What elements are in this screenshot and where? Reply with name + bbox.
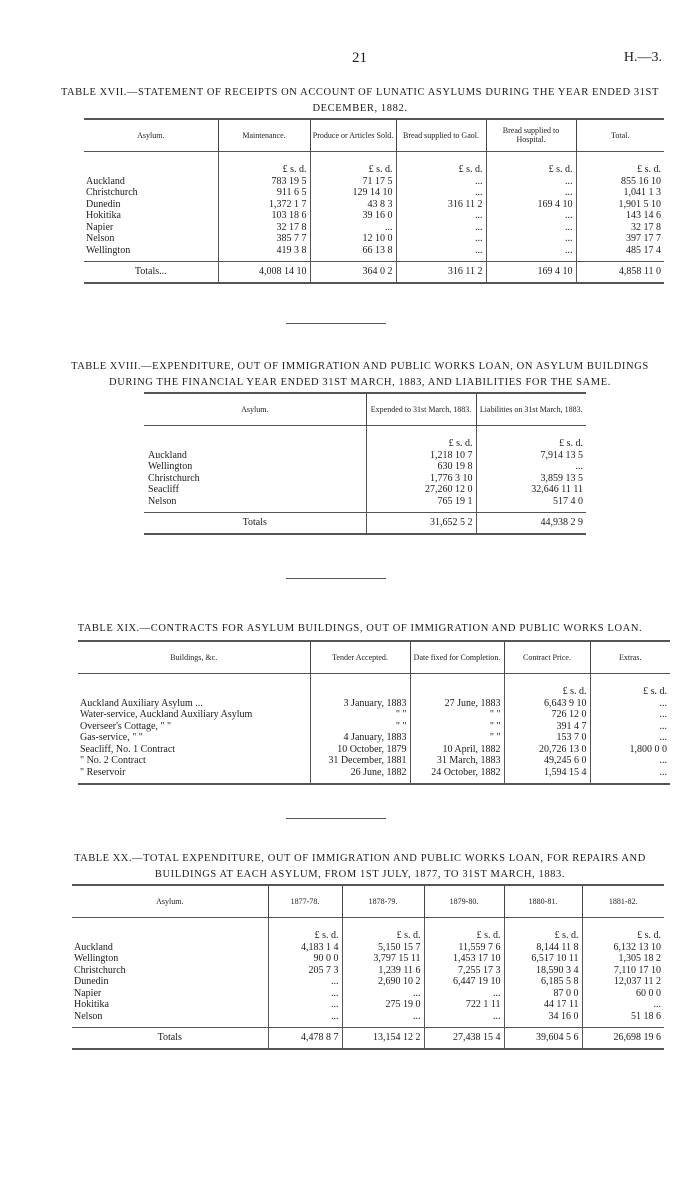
cell-value: " " [310,709,410,721]
totals-label: Totals [72,1028,268,1050]
row-label: Napier [74,987,102,999]
table-row [78,755,670,767]
cell-value: 24 October, 1882 [410,767,504,785]
cell-value: ... [486,222,576,234]
cell-value: 397 17 7 [576,233,664,245]
totals-value: 31,652 5 2 [366,513,476,535]
cell-value: 783 19 5 [218,176,310,188]
page-header [0,50,700,70]
section-divider [286,578,386,579]
column-header: Expended to 31st March, 1883. [366,393,476,425]
units-row [144,425,586,450]
cell-value: 6,643 9 10 [504,698,590,710]
cell-value: ... [396,176,486,188]
cell-value: 71 17 5 [310,176,396,188]
row-label: Nelson [74,1010,103,1022]
cell-value: 630 19 8 [366,461,476,473]
cell-value: 1,594 15 4 [504,767,590,785]
page-number: 21 [352,50,367,66]
totals-value: 316 11 2 [396,262,486,284]
table-row [144,450,586,462]
table-row [72,953,664,965]
row-label: " No. 2 Contract [80,755,146,766]
cell-value: " " [410,721,504,733]
page-reference: H.—3. [623,50,662,65]
cell-value: 6,517 10 11 [504,953,582,965]
row-label: Auckland [148,449,187,461]
cell-value: 3 January, 1883 [310,698,410,710]
cell-value: 1,372 1 7 [218,199,310,211]
row-label: Water-service, Auckland Auxiliary Asylum [80,709,253,720]
units-label: £ s. d. [590,673,670,698]
cell-value: 90 0 0 [268,953,342,965]
cell-value: 49,245 6 0 [504,755,590,767]
table-row [144,484,586,496]
cell-value: ... [590,698,670,710]
column-header: 1878-79. [342,885,424,917]
cell-value: ... [396,187,486,199]
cell-value: 103 18 6 [218,210,310,222]
cell-value: 1,800 0 0 [590,744,670,756]
cell-value: 27,260 12 0 [366,484,476,496]
cell-value: ... [590,721,670,733]
table-row [84,199,664,211]
cell-value: 5,150 15 7 [342,942,424,954]
cell-value: ... [486,176,576,188]
cell-value: 153 7 0 [504,732,590,744]
totals-value: 39,604 5 6 [504,1028,582,1050]
table-row [144,461,586,473]
cell-value: ... [486,210,576,222]
cell-value: " " [310,721,410,733]
table19-title: TABLE XIX.—CONTRACTS FOR ASYLUM BUILDINGS, OUT OF IMMIGRATION AND PUBLIC WORKS LOAN. [77,623,643,634]
totals-value: 13,154 12 2 [342,1028,424,1050]
cell-value: 7,914 13 5 [476,450,586,462]
cell-value: 1,305 18 2 [582,953,664,965]
cell-value: ... [396,210,486,222]
cell-value: 205 7 3 [268,965,342,977]
table-row [84,222,664,234]
cell-value: ... [476,461,586,473]
cell-value: 3,859 13 5 [476,473,586,485]
units-row [78,673,670,698]
cell-value: 12 10 0 [310,233,396,245]
units-label: £ s. d. [576,151,664,176]
cell-value: ... [582,999,664,1011]
cell-value: ... [396,233,486,245]
column-header: Asylum. [156,896,184,906]
totals-value: 4,478 8 7 [268,1028,342,1050]
cell-value: ... [268,999,342,1011]
totals-value: 44,938 2 9 [476,513,586,535]
cell-value: ... [590,732,670,744]
cell-value: ... [396,222,486,234]
totals-value: 4,008 14 10 [218,262,310,284]
cell-value: 143 14 6 [576,210,664,222]
cell-value: 722 1 11 [424,999,504,1011]
table20 [72,884,664,1050]
cell-value: ... [590,755,670,767]
cell-value: 8,144 11 8 [504,942,582,954]
row-label: Seacliff, No. 1 Contract [80,743,176,755]
units-label: £ s. d. [218,151,310,176]
cell-value: 726 12 0 [504,709,590,721]
cell-value: 419 3 8 [218,245,310,262]
cell-value: 7,110 17 10 [582,965,664,977]
units-label: £ s. d. [424,917,504,942]
cell-value: 1,776 3 10 [366,473,476,485]
units-label: £ s. d. [486,151,576,176]
cell-value: 517 4 0 [476,496,586,513]
cell-value: ... [590,767,670,785]
units-label: £ s. d. [342,917,424,942]
cell-value: 316 11 2 [396,199,486,211]
section-divider [286,818,386,819]
table-row [78,744,670,756]
cell-value: ... [424,1011,504,1028]
units-label: £ s. d. [310,151,396,176]
column-header: 1879-80. [424,885,504,917]
table-row [78,709,670,721]
cell-value: " " [410,709,504,721]
column-header: Bread supplied to Gaol. [396,119,486,151]
cell-value: 12,037 11 2 [582,976,664,988]
units-row [72,917,664,942]
row-label: Wellington [148,461,193,472]
table-row [72,999,664,1011]
cell-value: ... [396,245,486,262]
cell-value: 20,726 13 0 [504,744,590,756]
cell-value: 1,041 1 3 [576,187,664,199]
table-row [84,176,664,188]
cell-value: 26 June, 1882 [310,767,410,785]
cell-value: 31 December, 1881 [310,755,410,767]
section-divider [286,323,386,324]
row-label: Gas-service, " " [80,732,143,743]
table-row [72,976,664,988]
cell-value: 1,218 10 7 [366,450,476,462]
table17-header-row [84,119,664,151]
cell-value: ... [590,709,670,721]
row-label: Auckland [86,175,125,187]
cell-value: 60 0 0 [582,988,664,1000]
column-header: Total. [576,119,664,151]
table-row [72,1011,664,1028]
table19-header-row [78,641,670,673]
table20-header-row [72,885,664,917]
table-row [144,473,586,485]
table-row [84,187,664,199]
column-header: 1877-78. [268,885,342,917]
row-label: Auckland Auxiliary Asylum ... [80,697,203,709]
cell-value: 31 March, 1883 [410,755,504,767]
column-header: 1880-81. [504,885,582,917]
table17 [84,118,664,284]
row-label: Overseer's Cottage, " " [80,720,172,732]
cell-value: ... [486,233,576,245]
cell-value: 10 October, 1879 [310,744,410,756]
cell-value: ... [268,1011,342,1028]
column-header: Bread supplied to Hospital. [486,119,576,151]
table19 [78,640,670,785]
row-label: Seacliff [148,484,179,495]
cell-value: ... [310,222,396,234]
table18-totals-row [144,513,586,535]
cell-value: 275 19 0 [342,999,424,1011]
cell-value: 87 0 0 [504,988,582,1000]
cell-value: 32 17 8 [218,222,310,234]
units-label: £ s. d. [504,917,582,942]
row-label: Dunedin [74,976,109,987]
row-label: Dunedin [86,198,121,210]
column-header: Maintenance. [218,119,310,151]
cell-value: 391 4 7 [504,721,590,733]
column-header: Produce or Articles Sold. [310,119,396,151]
column-header: Date fixed for Completion. [410,641,504,673]
column-header: Extras. [590,641,670,673]
totals-value: 4,858 11 0 [576,262,664,284]
table-row [84,233,664,245]
cell-value: 1,453 17 10 [424,953,504,965]
cell-value: ... [342,1011,424,1028]
table18 [144,392,586,535]
table20-totals-row [72,1028,664,1050]
row-label: Wellington [74,953,119,964]
cell-value: 385 7 7 [218,233,310,245]
column-header: Asylum. [241,404,269,414]
cell-value: 6,447 19 10 [424,976,504,988]
units-label: £ s. d. [396,151,486,176]
cell-value: ... [486,187,576,199]
cell-value: 43 8 3 [310,199,396,211]
cell-value: 6,185 5 8 [504,976,582,988]
units-label: £ s. d. [366,425,476,450]
table-row [144,496,586,513]
table18-title: TABLE XVIII.—EXPENDITURE, OUT OF IMMIGRATION AND PUBLIC WORKS LOAN, ON ASYLUM BUILDINGS DURING THE FINANCIAL YEAR ENDED 31ST MARCH, 1883, AND LIABILITIES FOR THE SAME. [71,361,649,388]
row-label: Wellington [86,244,131,256]
row-label: Auckland [74,941,113,953]
cell-value: 34 16 0 [504,1011,582,1028]
row-label: Christchurch [148,472,200,484]
column-header: Asylum. [137,130,165,140]
totals-label: Totals [144,513,366,535]
row-label: Christchurch [74,964,126,976]
table17-title: TABLE XVII.—STATEMENT OF RECEIPTS ON ACCOUNT OF LUNATIC ASYLUMS DURING THE YEAR ENDED 31ST DECEMBER, 1882. [60,87,660,114]
cell-value: ... [268,976,342,988]
cell-value: 1,901 5 10 [576,199,664,211]
row-label: Hokitika [74,999,109,1010]
cell-value: ... [342,988,424,1000]
totals-value: 27,438 15 4 [424,1028,504,1050]
cell-value: 129 14 10 [310,187,396,199]
cell-value: 855 16 10 [576,176,664,188]
cell-value: " " [410,732,504,744]
column-header: Tender Accepted. [310,641,410,673]
table-row [78,767,670,785]
cell-value: 169 4 10 [486,199,576,211]
row-label: " Reservoir [80,766,126,778]
cell-value: ... [424,988,504,1000]
cell-value: ... [486,245,576,262]
row-label: Christchurch [86,187,138,198]
table-row [72,965,664,977]
table18-header-row [144,393,586,425]
column-header: Liabilities on 31st March, 1883. [476,393,586,425]
cell-value: 4,183 1 4 [268,942,342,954]
units-label: £ s. d. [476,425,586,450]
cell-value: 11,559 7 6 [424,942,504,954]
table-row [78,732,670,744]
cell-value: 2,690 10 2 [342,976,424,988]
cell-value: 3,797 15 11 [342,953,424,965]
totals-label: Totals... [84,262,218,284]
table-row [72,988,664,1000]
totals-value: 364 0 2 [310,262,396,284]
cell-value: 6,132 13 10 [582,942,664,954]
units-label: £ s. d. [582,917,664,942]
cell-value: 1,239 11 6 [342,965,424,977]
cell-value: 10 April, 1882 [410,744,504,756]
table17-totals-row [84,262,664,284]
cell-value: 4 January, 1883 [310,732,410,744]
units-row [84,151,664,176]
row-label: Hokitika [86,210,121,221]
table-row [78,721,670,733]
row-label: Nelson [86,233,115,244]
column-header: Buildings, &c. [170,652,218,662]
cell-value: 485 17 4 [576,245,664,262]
cell-value: 39 16 0 [310,210,396,222]
column-header: Contract Price. [504,641,590,673]
cell-value: 27 June, 1883 [410,698,504,710]
row-label: Nelson [148,495,177,507]
cell-value: 66 13 8 [310,245,396,262]
cell-value: 51 18 6 [582,1011,664,1028]
cell-value: 44 17 11 [504,999,582,1011]
cell-value: ... [268,988,342,1000]
table20-title: TABLE XX.—TOTAL EXPENDITURE, OUT OF IMMIGRATION AND PUBLIC WORKS LOAN, FOR REPAIRS AND BUILDINGS AT EACH ASYLUM, FROM 1ST JULY, 1877, TO 31ST MARCH, 1883. [74,853,646,880]
row-label: Napier [86,221,114,233]
units-label: £ s. d. [504,673,590,698]
table-row [78,698,670,710]
table-row [84,245,664,262]
table-row [84,210,664,222]
column-header: 1881-82. [582,885,664,917]
cell-value: 911 6 5 [218,187,310,199]
cell-value: 765 19 1 [366,496,476,513]
units-label: £ s. d. [268,917,342,942]
table-row [72,942,664,954]
totals-value: 26,698 19 6 [582,1028,664,1050]
cell-value: 32,646 11 11 [476,484,586,496]
cell-value: 32 17 8 [576,222,664,234]
cell-value: 18,590 3 4 [504,965,582,977]
totals-value: 169 4 10 [486,262,576,284]
cell-value: 7,255 17 3 [424,965,504,977]
